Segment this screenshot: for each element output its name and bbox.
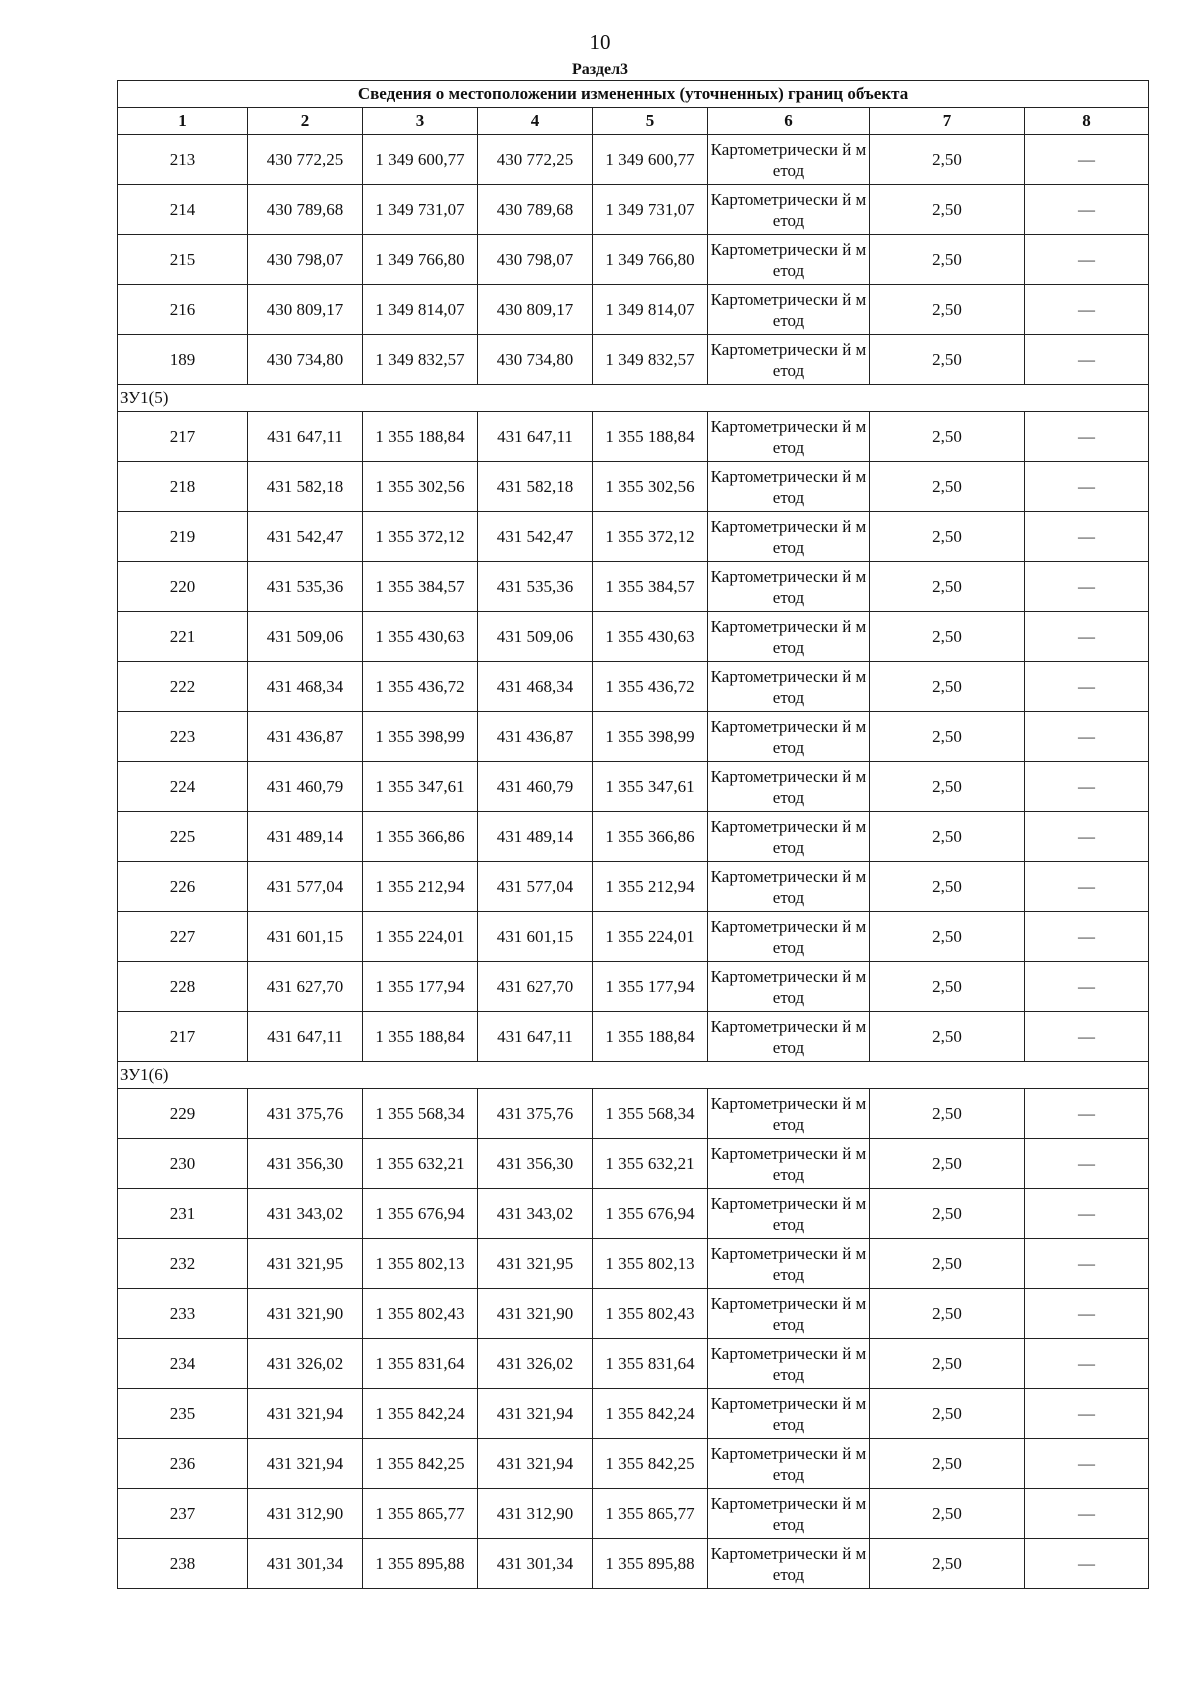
note-cell: — [1025,1539,1149,1589]
column-number: 6 [708,108,870,135]
point-number-cell: 232 [118,1239,248,1289]
note-cell: — [1025,762,1149,812]
accuracy-cell: 2,50 [870,962,1025,1012]
x-coordinate-updated-cell: 430 789,68 [478,185,593,235]
note-cell: — [1025,1189,1149,1239]
method-cell: Картометрически й метод [708,1239,870,1289]
x-coordinate-updated-cell: 431 489,14 [478,812,593,862]
x-coordinate-updated-cell: 430 734,80 [478,335,593,385]
table-row [118,462,1149,512]
table-row [118,1139,1149,1189]
table-row [118,662,1149,712]
point-number-cell: 228 [118,962,248,1012]
y-coordinate-updated-cell: 1 349 731,07 [593,185,708,235]
x-coordinate-existing-cell: 430 789,68 [248,185,363,235]
x-coordinate-updated-cell: 431 647,11 [478,412,593,462]
x-coordinate-updated-cell: 431 375,76 [478,1089,593,1139]
y-coordinate-updated-cell: 1 355 366,86 [593,812,708,862]
accuracy-cell: 2,50 [870,462,1025,512]
note-cell: — [1025,235,1149,285]
point-number-cell: 218 [118,462,248,512]
table-row [118,1239,1149,1289]
accuracy-cell: 2,50 [870,562,1025,612]
table-row [118,185,1149,235]
x-coordinate-existing-cell: 431 321,90 [248,1289,363,1339]
method-cell: Картометрически й метод [708,512,870,562]
point-number-cell: 223 [118,712,248,762]
note-cell: — [1025,285,1149,335]
method-cell: Картометрически й метод [708,185,870,235]
method-cell: Картометрически й метод [708,1139,870,1189]
x-coordinate-updated-cell: 431 436,87 [478,712,593,762]
x-coordinate-existing-cell: 430 809,17 [248,285,363,335]
method-cell: Картометрически й метод [708,862,870,912]
note-cell: — [1025,1289,1149,1339]
y-coordinate-existing-cell: 1 355 384,57 [363,562,478,612]
x-coordinate-updated-cell: 431 321,95 [478,1239,593,1289]
y-coordinate-updated-cell: 1 355 436,72 [593,662,708,712]
accuracy-cell: 2,50 [870,285,1025,335]
x-coordinate-existing-cell: 431 509,06 [248,612,363,662]
method-cell: Картометрически й метод [708,912,870,962]
point-number-cell: 238 [118,1539,248,1589]
x-coordinate-updated-cell: 431 535,36 [478,562,593,612]
table-row [118,235,1149,285]
x-coordinate-updated-cell: 431 460,79 [478,762,593,812]
accuracy-cell: 2,50 [870,762,1025,812]
point-number-cell: 222 [118,662,248,712]
table-row [118,285,1149,335]
y-coordinate-existing-cell: 1 355 430,63 [363,612,478,662]
point-number-cell: 217 [118,1012,248,1062]
method-cell: Картометрически й метод [708,662,870,712]
table-row [118,135,1149,185]
table-row [118,1189,1149,1239]
method-cell: Картометрически й метод [708,1489,870,1539]
table-row [118,1289,1149,1339]
x-coordinate-updated-cell: 430 772,25 [478,135,593,185]
parcel-group-row [118,385,1149,412]
point-number-cell: 229 [118,1089,248,1139]
point-number-cell: 233 [118,1289,248,1339]
note-cell: — [1025,862,1149,912]
y-coordinate-updated-cell: 1 355 895,88 [593,1539,708,1589]
y-coordinate-updated-cell: 1 355 831,64 [593,1339,708,1389]
method-cell: Картометрически й метод [708,235,870,285]
table-row [118,1389,1149,1439]
y-coordinate-updated-cell: 1 355 384,57 [593,562,708,612]
point-number-cell: 237 [118,1489,248,1539]
y-coordinate-updated-cell: 1 355 865,77 [593,1489,708,1539]
x-coordinate-updated-cell: 431 647,11 [478,1012,593,1062]
x-coordinate-existing-cell: 431 301,34 [248,1539,363,1589]
accuracy-cell: 2,50 [870,812,1025,862]
accuracy-cell: 2,50 [870,412,1025,462]
note-cell: — [1025,185,1149,235]
accuracy-cell: 2,50 [870,1389,1025,1439]
point-number-cell: 217 [118,412,248,462]
y-coordinate-existing-cell: 1 355 842,24 [363,1389,478,1439]
x-coordinate-updated-cell: 431 312,90 [478,1489,593,1539]
y-coordinate-existing-cell: 1 349 766,80 [363,235,478,285]
boundary-coordinates-table [117,80,1149,1589]
accuracy-cell: 2,50 [870,1012,1025,1062]
method-cell: Картометрически й метод [708,285,870,335]
x-coordinate-updated-cell: 431 301,34 [478,1539,593,1589]
x-coordinate-existing-cell: 431 343,02 [248,1189,363,1239]
y-coordinate-existing-cell: 1 355 188,84 [363,1012,478,1062]
table-row [118,812,1149,862]
column-number: 1 [118,108,248,135]
column-number: 8 [1025,108,1149,135]
column-number: 7 [870,108,1025,135]
y-coordinate-existing-cell: 1 355 224,01 [363,912,478,962]
parcel-group-row [118,1062,1149,1089]
y-coordinate-updated-cell: 1 355 372,12 [593,512,708,562]
y-coordinate-existing-cell: 1 355 802,43 [363,1289,478,1339]
x-coordinate-existing-cell: 430 772,25 [248,135,363,185]
y-coordinate-updated-cell: 1 355 224,01 [593,912,708,962]
x-coordinate-existing-cell: 431 601,15 [248,912,363,962]
y-coordinate-updated-cell: 1 355 842,24 [593,1389,708,1439]
x-coordinate-updated-cell: 431 542,47 [478,512,593,562]
x-coordinate-existing-cell: 431 647,11 [248,1012,363,1062]
section-title: Раздел3 [571,61,629,78]
accuracy-cell: 2,50 [870,1139,1025,1189]
note-cell: — [1025,335,1149,385]
method-cell: Картометрически й метод [708,335,870,385]
method-cell: Картометрически й метод [708,562,870,612]
y-coordinate-updated-cell: 1 355 398,99 [593,712,708,762]
x-coordinate-updated-cell: 431 468,34 [478,662,593,712]
table-row [118,912,1149,962]
table-row [118,962,1149,1012]
point-number-cell: 220 [118,562,248,612]
y-coordinate-existing-cell: 1 349 832,57 [363,335,478,385]
note-cell: — [1025,1089,1149,1139]
y-coordinate-updated-cell: 1 355 632,21 [593,1139,708,1189]
x-coordinate-existing-cell: 431 542,47 [248,512,363,562]
y-coordinate-updated-cell: 1 355 842,25 [593,1439,708,1489]
y-coordinate-updated-cell: 1 349 600,77 [593,135,708,185]
y-coordinate-updated-cell: 1 355 430,63 [593,612,708,662]
y-coordinate-existing-cell: 1 355 632,21 [363,1139,478,1189]
x-coordinate-updated-cell: 431 343,02 [478,1189,593,1239]
method-cell: Картометрически й метод [708,812,870,862]
point-number-cell: 213 [118,135,248,185]
method-cell: Картометрически й метод [708,412,870,462]
accuracy-cell: 2,50 [870,235,1025,285]
x-coordinate-existing-cell: 431 577,04 [248,862,363,912]
x-coordinate-existing-cell: 430 734,80 [248,335,363,385]
y-coordinate-existing-cell: 1 355 802,13 [363,1239,478,1289]
note-cell: — [1025,1439,1149,1489]
table-row [118,335,1149,385]
note-cell: — [1025,962,1149,1012]
accuracy-cell: 2,50 [870,1289,1025,1339]
y-coordinate-updated-cell: 1 355 802,13 [593,1239,708,1289]
method-cell: Картометрически й метод [708,1089,870,1139]
table-row [118,1089,1149,1139]
point-number-cell: 219 [118,512,248,562]
x-coordinate-updated-cell: 430 809,17 [478,285,593,335]
y-coordinate-existing-cell: 1 355 676,94 [363,1189,478,1239]
note-cell: — [1025,712,1149,762]
note-cell: — [1025,1489,1149,1539]
y-coordinate-updated-cell: 1 355 188,84 [593,412,708,462]
y-coordinate-existing-cell: 1 355 568,34 [363,1089,478,1139]
parcel-group-label: ЗУ1(5) [118,385,1149,412]
point-number-cell: 216 [118,285,248,335]
point-number-cell: 227 [118,912,248,962]
point-number-cell: 221 [118,612,248,662]
column-number: 3 [363,108,478,135]
x-coordinate-updated-cell: 431 577,04 [478,862,593,912]
method-cell: Картометрически й метод [708,962,870,1012]
method-cell: Картометрически й метод [708,1389,870,1439]
x-coordinate-existing-cell: 431 356,30 [248,1139,363,1189]
y-coordinate-updated-cell: 1 355 676,94 [593,1189,708,1239]
method-cell: Картометрически й метод [708,1539,870,1589]
y-coordinate-updated-cell: 1 355 568,34 [593,1089,708,1139]
note-cell: — [1025,1339,1149,1389]
x-coordinate-existing-cell: 431 326,02 [248,1339,363,1389]
accuracy-cell: 2,50 [870,1339,1025,1389]
note-cell: — [1025,512,1149,562]
note-cell: — [1025,1012,1149,1062]
accuracy-cell: 2,50 [870,335,1025,385]
point-number-cell: 226 [118,862,248,912]
note-cell: — [1025,1389,1149,1439]
y-coordinate-existing-cell: 1 355 372,12 [363,512,478,562]
accuracy-cell: 2,50 [870,912,1025,962]
column-number: 4 [478,108,593,135]
accuracy-cell: 2,50 [870,1539,1025,1589]
table-row [118,1539,1149,1589]
x-coordinate-existing-cell: 430 798,07 [248,235,363,285]
x-coordinate-updated-cell: 431 326,02 [478,1339,593,1389]
method-cell: Картометрически й метод [708,1439,870,1489]
y-coordinate-existing-cell: 1 355 831,64 [363,1339,478,1389]
method-cell: Картометрически й метод [708,135,870,185]
y-coordinate-existing-cell: 1 355 865,77 [363,1489,478,1539]
point-number-cell: 235 [118,1389,248,1439]
table-row [118,1339,1149,1389]
y-coordinate-updated-cell: 1 349 832,57 [593,335,708,385]
y-coordinate-updated-cell: 1 349 814,07 [593,285,708,335]
note-cell: — [1025,662,1149,712]
accuracy-cell: 2,50 [870,1089,1025,1139]
column-number-row [118,108,1149,135]
y-coordinate-existing-cell: 1 355 347,61 [363,762,478,812]
point-number-cell: 231 [118,1189,248,1239]
point-number-cell: 230 [118,1139,248,1189]
x-coordinate-existing-cell: 431 489,14 [248,812,363,862]
point-number-cell: 189 [118,335,248,385]
y-coordinate-updated-cell: 1 349 766,80 [593,235,708,285]
y-coordinate-existing-cell: 1 349 731,07 [363,185,478,235]
x-coordinate-updated-cell: 430 798,07 [478,235,593,285]
table-row [118,1489,1149,1539]
point-number-cell: 234 [118,1339,248,1389]
x-coordinate-existing-cell: 431 321,95 [248,1239,363,1289]
method-cell: Картометрически й метод [708,762,870,812]
note-cell: — [1025,612,1149,662]
x-coordinate-existing-cell: 431 321,94 [248,1439,363,1489]
accuracy-cell: 2,50 [870,712,1025,762]
y-coordinate-updated-cell: 1 355 347,61 [593,762,708,812]
accuracy-cell: 2,50 [870,1239,1025,1289]
note-cell: — [1025,912,1149,962]
note-cell: — [1025,812,1149,862]
y-coordinate-existing-cell: 1 355 366,86 [363,812,478,862]
y-coordinate-updated-cell: 1 355 212,94 [593,862,708,912]
y-coordinate-existing-cell: 1 355 398,99 [363,712,478,762]
note-cell: — [1025,562,1149,612]
accuracy-cell: 2,50 [870,662,1025,712]
accuracy-cell: 2,50 [870,512,1025,562]
y-coordinate-updated-cell: 1 355 302,56 [593,462,708,512]
accuracy-cell: 2,50 [870,1189,1025,1239]
method-cell: Картометрически й метод [708,1289,870,1339]
parcel-group-label: ЗУ1(6) [118,1062,1149,1089]
method-cell: Картометрически й метод [708,612,870,662]
accuracy-cell: 2,50 [870,612,1025,662]
accuracy-cell: 2,50 [870,862,1025,912]
y-coordinate-existing-cell: 1 355 177,94 [363,962,478,1012]
y-coordinate-existing-cell: 1 355 212,94 [363,862,478,912]
method-cell: Картометрически й метод [708,1339,870,1389]
point-number-cell: 236 [118,1439,248,1489]
table-row [118,712,1149,762]
table-caption-row [118,81,1149,108]
y-coordinate-updated-cell: 1 355 188,84 [593,1012,708,1062]
x-coordinate-existing-cell: 431 375,76 [248,1089,363,1139]
table-row [118,1012,1149,1062]
accuracy-cell: 2,50 [870,1439,1025,1489]
y-coordinate-existing-cell: 1 355 302,56 [363,462,478,512]
page-number: 10 [589,30,611,54]
x-coordinate-existing-cell: 431 321,94 [248,1389,363,1439]
x-coordinate-updated-cell: 431 509,06 [478,612,593,662]
x-coordinate-existing-cell: 431 647,11 [248,412,363,462]
x-coordinate-updated-cell: 431 582,18 [478,462,593,512]
method-cell: Картометрически й метод [708,712,870,762]
x-coordinate-updated-cell: 431 321,90 [478,1289,593,1339]
accuracy-cell: 2,50 [870,135,1025,185]
point-number-cell: 214 [118,185,248,235]
x-coordinate-updated-cell: 431 627,70 [478,962,593,1012]
y-coordinate-existing-cell: 1 355 895,88 [363,1539,478,1589]
point-number-cell: 225 [118,812,248,862]
column-number: 5 [593,108,708,135]
x-coordinate-existing-cell: 431 436,87 [248,712,363,762]
point-number-cell: 215 [118,235,248,285]
y-coordinate-existing-cell: 1 355 188,84 [363,412,478,462]
x-coordinate-existing-cell: 431 312,90 [248,1489,363,1539]
note-cell: — [1025,135,1149,185]
table-row [118,562,1149,612]
method-cell: Картометрически й метод [708,1189,870,1239]
x-coordinate-existing-cell: 431 460,79 [248,762,363,812]
y-coordinate-existing-cell: 1 349 600,77 [363,135,478,185]
table-row [118,1439,1149,1489]
x-coordinate-existing-cell: 431 582,18 [248,462,363,512]
table-row [118,412,1149,462]
method-cell: Картометрически й метод [708,1012,870,1062]
x-coordinate-existing-cell: 431 468,34 [248,662,363,712]
note-cell: — [1025,412,1149,462]
accuracy-cell: 2,50 [870,185,1025,235]
table-row [118,862,1149,912]
x-coordinate-updated-cell: 431 321,94 [478,1389,593,1439]
note-cell: — [1025,1239,1149,1289]
y-coordinate-existing-cell: 1 355 842,25 [363,1439,478,1489]
table-row [118,512,1149,562]
x-coordinate-existing-cell: 431 627,70 [248,962,363,1012]
table-row [118,612,1149,662]
y-coordinate-updated-cell: 1 355 802,43 [593,1289,708,1339]
accuracy-cell: 2,50 [870,1489,1025,1539]
x-coordinate-updated-cell: 431 601,15 [478,912,593,962]
note-cell: — [1025,462,1149,512]
column-number: 2 [248,108,363,135]
table-row [118,762,1149,812]
table-caption: Сведения о местоположении измененных (уточненных) границ объекта [118,81,1149,108]
y-coordinate-existing-cell: 1 349 814,07 [363,285,478,335]
x-coordinate-updated-cell: 431 321,94 [478,1439,593,1489]
point-number-cell: 224 [118,762,248,812]
note-cell: — [1025,1139,1149,1189]
x-coordinate-updated-cell: 431 356,30 [478,1139,593,1189]
y-coordinate-existing-cell: 1 355 436,72 [363,662,478,712]
method-cell: Картометрически й метод [708,462,870,512]
x-coordinate-existing-cell: 431 535,36 [248,562,363,612]
y-coordinate-updated-cell: 1 355 177,94 [593,962,708,1012]
